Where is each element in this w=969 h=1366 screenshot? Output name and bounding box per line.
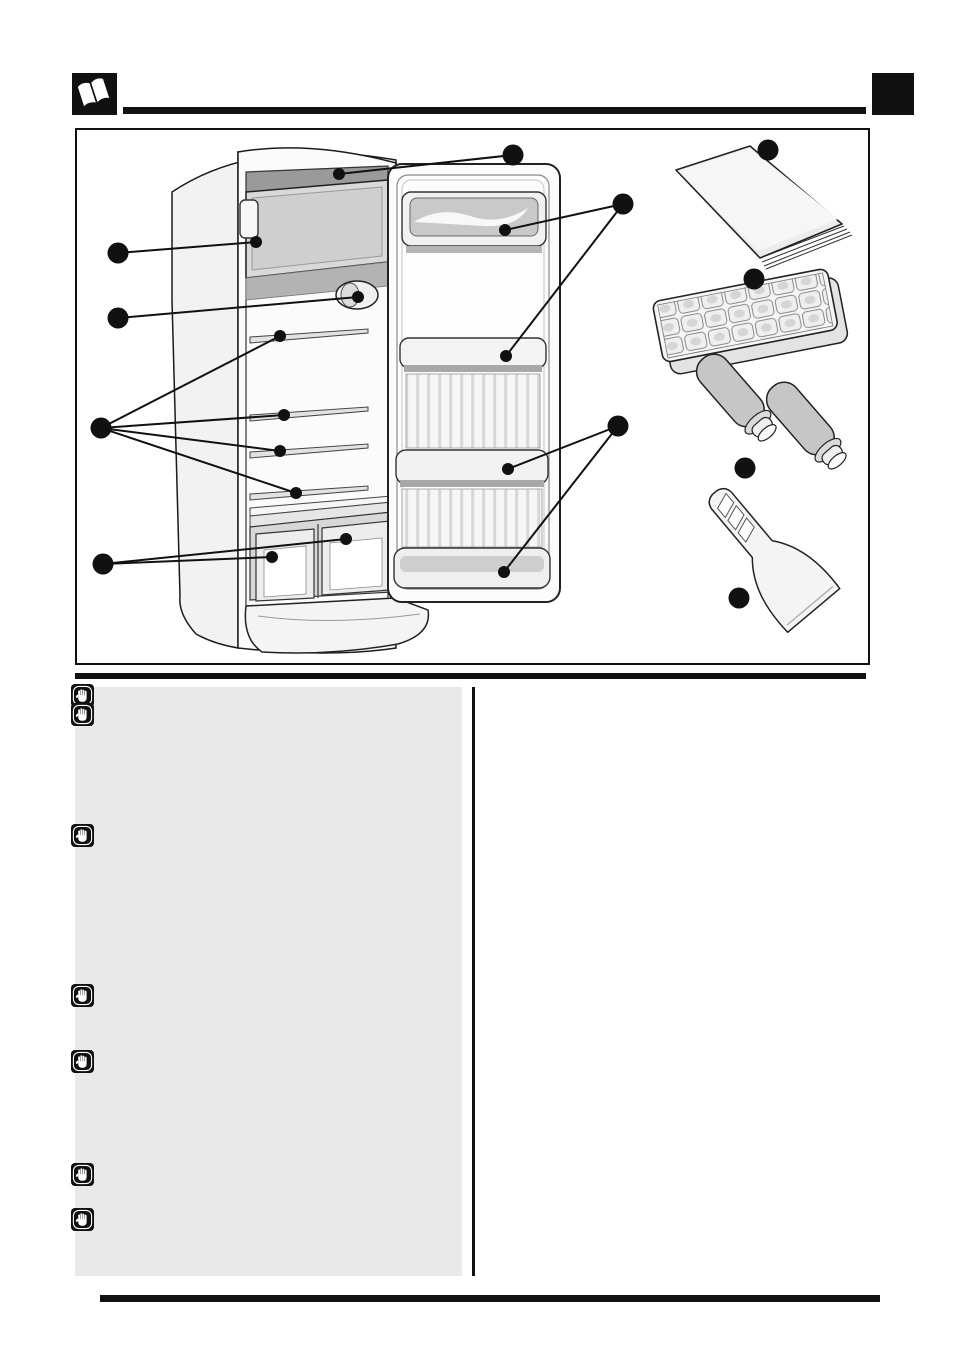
warning-hand-icon [71, 1208, 94, 1231]
page-bottom-rule [100, 1295, 880, 1302]
figure-bottom-rule [75, 673, 866, 679]
notes-panel [75, 687, 462, 1276]
column-divider [472, 687, 475, 1276]
warning-hand-icon [71, 984, 94, 1007]
open-book-icon [72, 73, 117, 115]
figure-box [75, 128, 870, 665]
warning-hand-icon [71, 824, 94, 847]
warning-hand-icon [71, 1050, 94, 1073]
warning-hand-icon [71, 703, 94, 726]
warning-hand-icon [71, 1163, 94, 1186]
corner-square [872, 73, 914, 115]
header-rule [123, 107, 866, 114]
